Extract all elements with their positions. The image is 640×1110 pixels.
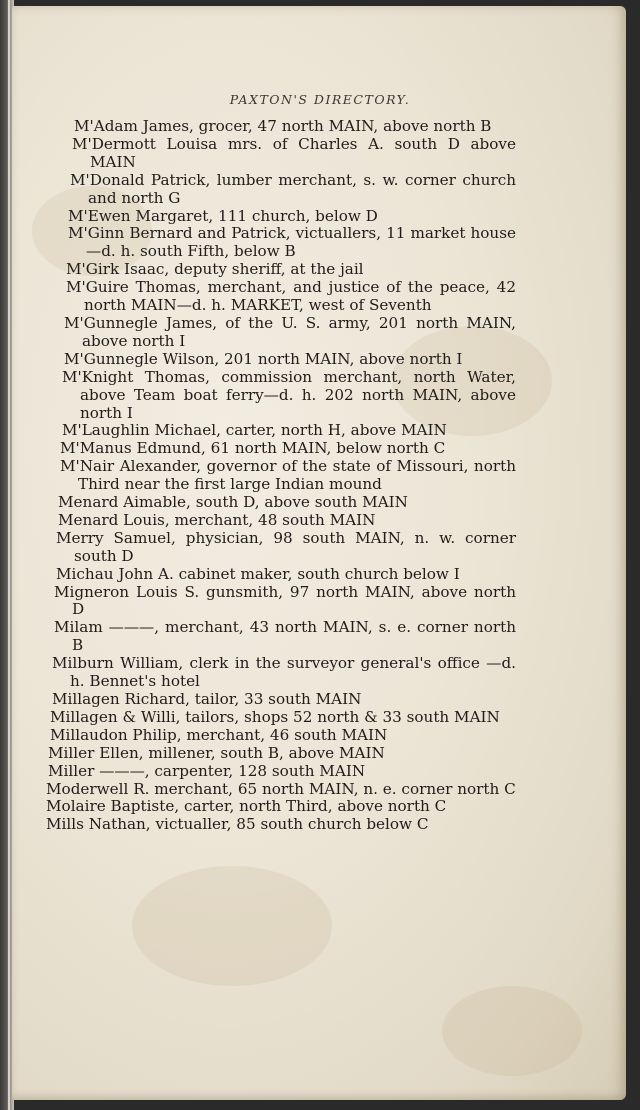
page-gutter-line: [8, 0, 10, 1110]
paper-stain: [132, 866, 332, 986]
directory-entry: Menard Louis, merchant, 48 south MAIN: [58, 510, 376, 529]
directory-entry: Millaudon Philip, merchant, 46 south MAIN: [50, 725, 388, 744]
directory-entry: M'Ewen Margaret, 111 church, below D: [68, 206, 378, 225]
directory-entry: Molaire Baptiste, carter, north Third, above north C: [46, 797, 447, 816]
directory-entry: M'Guire Thomas, merchant, and justice of the peace, 42 north MAIN—d. h. MARKET, west of Seventh: [66, 278, 516, 315]
directory-entry: Moderwell R. merchant, 65 north MAIN, n. e. corner north C: [46, 779, 516, 798]
directory-entry: M'Dermott Louisa mrs. of Charles A. south D above MAIN: [72, 134, 516, 171]
directory-entry: Miller Ellen, millener, south B, above MAIN: [48, 743, 385, 762]
paper-stain: [442, 986, 582, 1076]
directory-entry: Menard Aimable, south D, above south MAIN: [58, 493, 408, 512]
directory-entry: M'Knight Thomas, commission merchant, north Water, above Team boat ferry—d. h. 202 north MAIN, above north I: [62, 367, 516, 422]
directory-entry: M'Laughlin Michael, carter, north H, above MAIN: [62, 421, 447, 440]
directory-entry: M'Adam James, grocer, 47 north MAIN, above north B: [74, 117, 492, 135]
directory-entries: [46, 118, 516, 834]
directory-entry: M'Nair Alexander, governor of the state of Missouri, north Third near the first large Indian mound: [60, 457, 516, 494]
directory-entry: Millagen & Willi, tailors, shops 52 north & 33 south MAIN: [50, 707, 500, 726]
directory-entry: M'Gunnegle Wilson, 201 north MAIN, above north I: [64, 349, 463, 368]
directory-entry: M'Ginn Bernard and Patrick, victuallers, 11 market house—d. h. south Fifth, below B: [68, 224, 516, 261]
directory-entry: Miller ———, carpenter, 128 south MAIN: [48, 761, 366, 780]
directory-entry: M'Girk Isaac, deputy sheriff, at the jail: [66, 260, 364, 279]
running-head: PAXTON'S DIRECTORY.: [229, 92, 411, 107]
directory-entry: M'Donald Patrick, lumber merchant, s. w. corner church and north G: [70, 170, 516, 207]
directory-entry: Michau John A. cabinet maker, south church below I: [56, 564, 460, 583]
directory-entry: Migneron Louis S. gunsmith, 97 north MAIN, above north D: [54, 582, 516, 619]
directory-entry: Milburn William, clerk in the surveyor general's office —d. h. Bennet's hotel: [52, 654, 516, 691]
directory-entry: Merry Samuel, physician, 98 south MAIN, n. w. corner south D: [56, 528, 516, 565]
directory-entry: Milam ———, merchant, 43 north MAIN, s. e. corner north B: [54, 618, 516, 655]
directory-entry: Millagen Richard, tailor, 33 south MAIN: [52, 690, 362, 708]
directory-entry: M'Gunnegle James, of the U. S. army, 201 north MAIN, above north I: [64, 313, 516, 350]
directory-entry: Mills Nathan, victualler, 85 south church below C: [46, 815, 429, 834]
directory-entry: M'Manus Edmund, 61 north MAIN, below north C: [60, 439, 446, 458]
